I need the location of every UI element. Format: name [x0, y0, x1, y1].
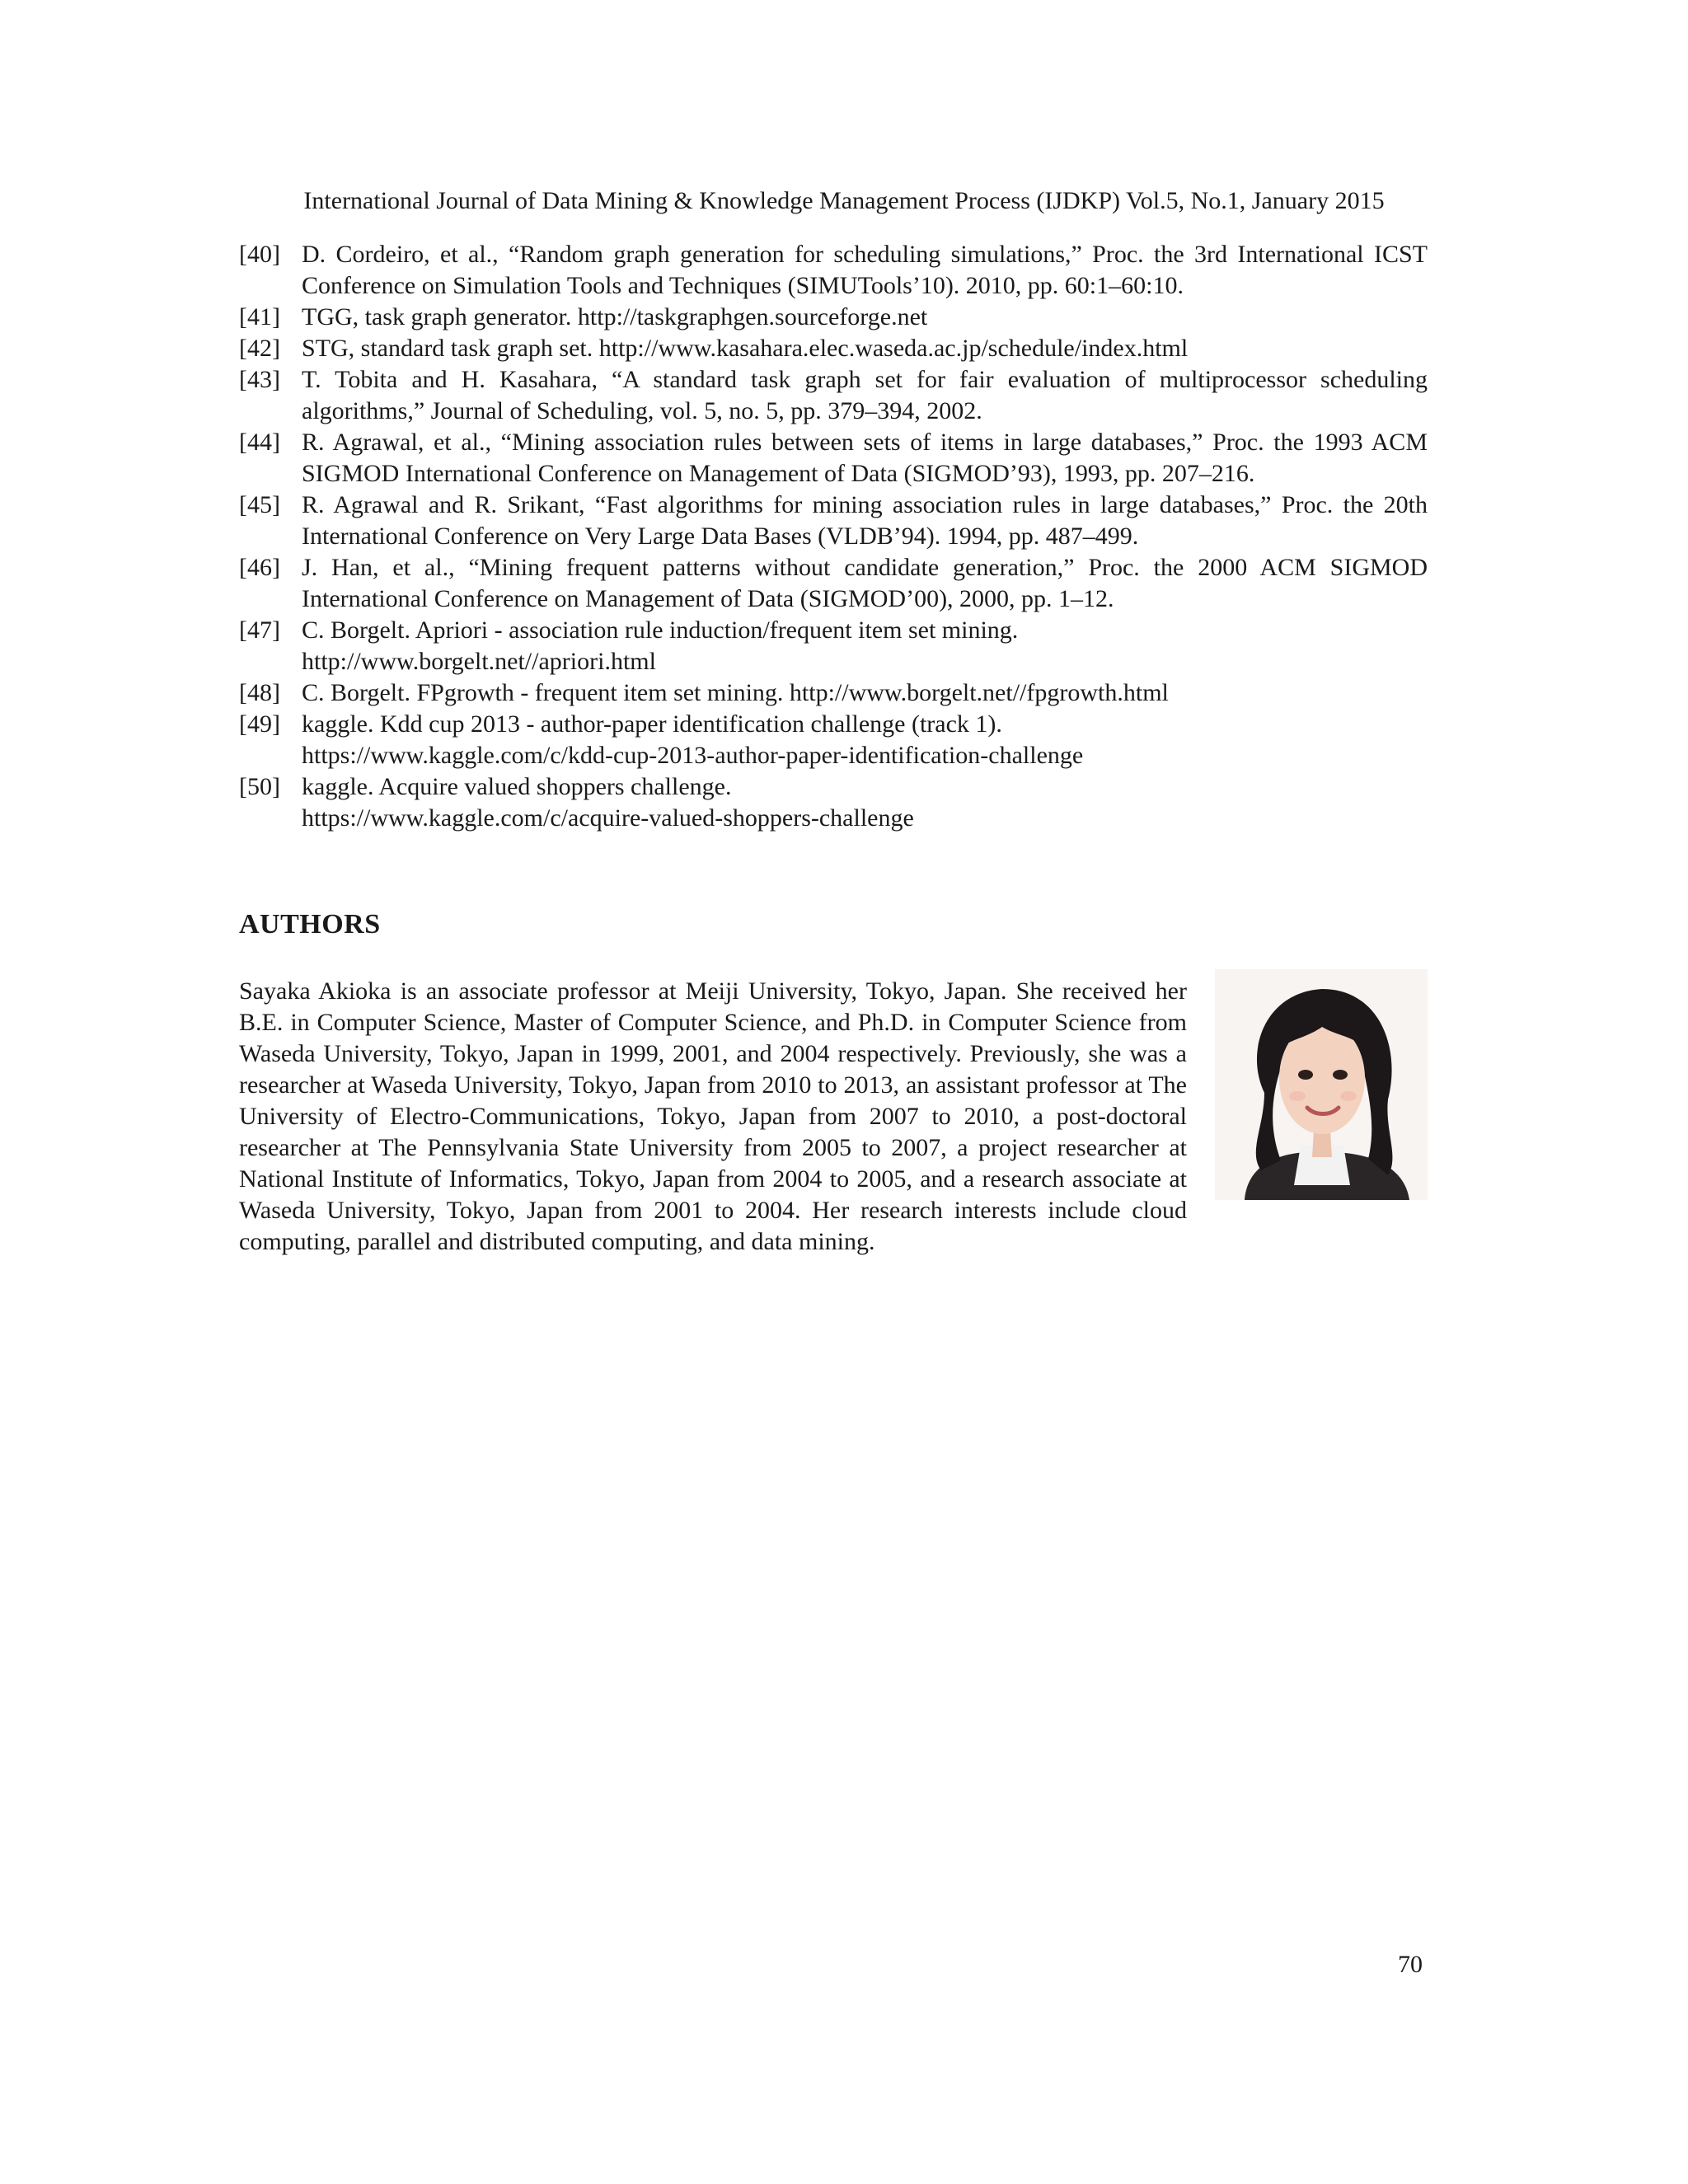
reference-item — [239, 709, 1428, 771]
reference-text: C. Borgelt. Apriori - association rule induction/frequent item set mining. — [302, 616, 1019, 644]
author-bio — [239, 976, 1428, 1258]
reference-url: https://www.kaggle.com/c/acquire-valued-shoppers-challenge — [302, 804, 914, 832]
reference-number: [41] — [239, 303, 280, 330]
reference-url: https://www.kaggle.com/c/kdd-cup-2013-author-paper-identification-challenge — [302, 742, 1084, 769]
reference-text: TGG, task graph generator. http://taskgraphgen.sourceforge.net — [302, 303, 928, 330]
reference-number: [46] — [239, 554, 280, 581]
reference-item — [239, 302, 1428, 333]
reference-url: http://www.borgelt.net//apriori.html — [302, 648, 656, 675]
reference-text: R. Agrawal and R. Srikant, “Fast algorithms for mining association rules in large databases,” Proc. the 20th International Conference on Very Large Data Bases (VLDB’94). 1994, pp. 487–499. — [302, 491, 1428, 550]
reference-text: kaggle. Kdd cup 2013 - author-paper identification challenge (track 1). — [302, 710, 1002, 738]
reference-item — [239, 427, 1428, 490]
reference-item — [239, 239, 1428, 302]
authors-heading: AUTHORS — [239, 909, 381, 940]
reference-item — [239, 771, 1428, 834]
reference-item — [239, 364, 1428, 427]
reference-item — [239, 490, 1428, 552]
reference-number: [40] — [239, 241, 280, 268]
reference-text: kaggle. Acquire valued shoppers challenge. — [302, 773, 732, 800]
author-photo — [1215, 969, 1428, 1200]
author-bio-text: Sayaka Akioka is an associate professor at Meiji University, Tokyo, Japan. She received her B.E. in Computer Science, Master of Computer Science, and Ph.D. in Computer Science from Waseda University, Tokyo, Japan in 1999, 2001, and 2004 respectively. Previously, she was a researcher at Waseda University, Tokyo, Japan from 2010 to 2013, an assistant professor at The University of Electro-Communications, Tokyo, Japan from 2007 to 2010, a post-doctoral researcher at The Pennsylvania State University from 2005 to 2007, a project researcher at National Institute of Informatics, Tokyo, Japan from 2004 to 2005, and a research associate at Waseda University, Tokyo, Japan from 2001 to 2004. Her research interests include cloud computing, parallel and distributed computing, and data mining. — [239, 977, 1187, 1255]
reference-item — [239, 552, 1428, 615]
reference-number: [44] — [239, 429, 280, 456]
reference-number: [49] — [239, 710, 280, 738]
reference-number: [50] — [239, 773, 280, 800]
reference-number: [45] — [239, 491, 280, 518]
reference-item — [239, 333, 1428, 364]
reference-number: [43] — [239, 366, 280, 393]
reference-item — [239, 615, 1428, 677]
reference-text: D. Cordeiro, et al., “Random graph generation for scheduling simulations,” Proc. the 3rd International ICST Conference on Simulation Tools and Techniques (SIMUTools’10). 2010, pp. 60:1–60:10. — [302, 241, 1428, 299]
reference-text: R. Agrawal, et al., “Mining association rules between sets of items in large databases,” Proc. the 1993 ACM SIGMOD International Conference on Management of Data (SIGMOD’93), 1993, pp. 207–216. — [302, 429, 1428, 487]
reference-text: T. Tobita and H. Kasahara, “A standard task graph set for fair evaluation of multiprocessor scheduling algorithms,” Journal of Scheduling, vol. 5, no. 5, pp. 379–394, 2002. — [302, 366, 1428, 424]
running-header: International Journal of Data Mining & Knowledge Management Process (IJDKP) Vol.5, No.1, January 2015 — [303, 187, 1385, 214]
reference-number: [47] — [239, 616, 280, 644]
reference-text: STG, standard task graph set. http://www.kasahara.elec.waseda.ac.jp/schedule/index.html — [302, 335, 1189, 362]
page-number: 70 — [1398, 1951, 1423, 1978]
reference-number: [48] — [239, 679, 280, 706]
reference-item — [239, 677, 1428, 709]
reference-list — [239, 239, 1428, 834]
reference-text: J. Han, et al., “Mining frequent patterns without candidate generation,” Proc. the 2000 ACM SIGMOD International Conference on Management of Data (SIGMOD’00), 2000, pp. 1–12. — [302, 554, 1428, 612]
reference-number: [42] — [239, 335, 280, 362]
reference-text: C. Borgelt. FPgrowth - frequent item set mining. http://www.borgelt.net//fpgrowth.html — [302, 679, 1169, 706]
